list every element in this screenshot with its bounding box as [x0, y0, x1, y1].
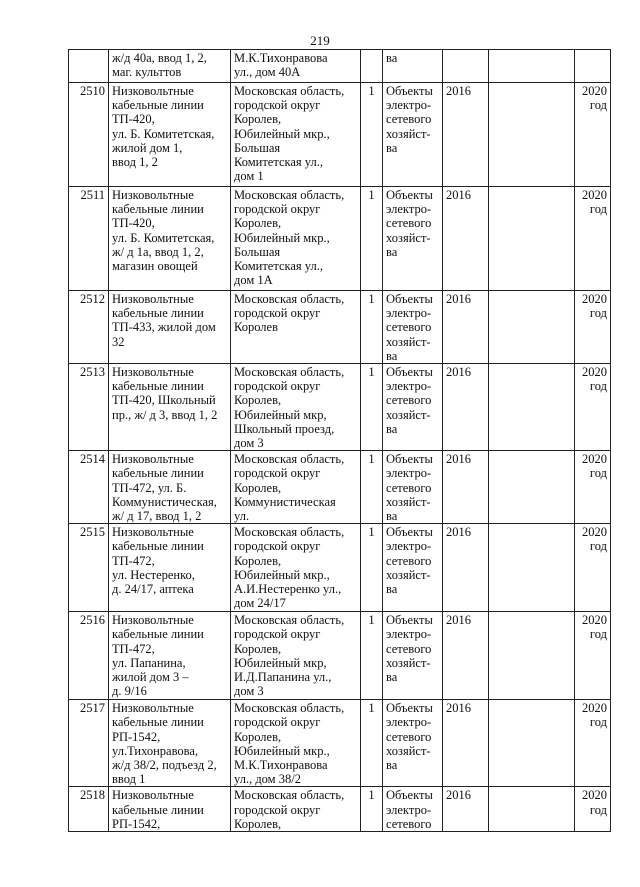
- cell-year-end: 2020 год: [575, 451, 611, 524]
- cell-quantity: 1: [361, 83, 383, 187]
- cell-year-start: 2016: [443, 83, 489, 187]
- cell-category: Объекты электро- сетевого хозяйст- ва: [383, 364, 443, 451]
- cell-extra: [489, 524, 575, 612]
- cell-quantity: 1: [361, 187, 383, 291]
- cell-extra: [489, 700, 575, 787]
- cell-category: Объекты электро- сетевого хозяйст- ва: [383, 187, 443, 291]
- cell-extra: [489, 451, 575, 524]
- cell-extra: [489, 612, 575, 700]
- cell-year-start: 2016: [443, 451, 489, 524]
- cell-year-start: 2016: [443, 787, 489, 832]
- cell-object-name: Низковольтные кабельные линии ТП-433, жилой дом 32: [109, 291, 231, 364]
- table-row: [69, 451, 611, 524]
- cell-address: Московская область, городской округ Королев, Юбилейный мкр, Школьный проезд, дом 3: [231, 364, 361, 451]
- cell-quantity: 1: [361, 364, 383, 451]
- cell-number: 2510: [69, 83, 109, 187]
- cell-object-name: Низковольтные кабельные линии ТП-420, ул. Б. Комитетская, ж/ д 1а, ввод 1, 2, магазин овощей: [109, 187, 231, 291]
- cell-quantity: 1: [361, 787, 383, 832]
- cell-object-name: Низковольтные кабельные линии ТП-472, ул. Папанина, жилой дом 3 – д. 9/16: [109, 612, 231, 700]
- table-row: [69, 612, 611, 700]
- cell-extra: [489, 364, 575, 451]
- cell-number: 2517: [69, 700, 109, 787]
- table-row: [69, 187, 611, 291]
- cell-year-start: 2016: [443, 291, 489, 364]
- cell-extra: [489, 787, 575, 832]
- cell-quantity: 1: [361, 612, 383, 700]
- cell-category: Объекты электро- сетевого: [383, 787, 443, 832]
- table-row: [69, 291, 611, 364]
- cell-number: 2515: [69, 524, 109, 612]
- cell-number: 2511: [69, 187, 109, 291]
- cell-year-start: 2016: [443, 524, 489, 612]
- cell-category: Объекты электро- сетевого хозяйст- ва: [383, 291, 443, 364]
- table-row: [69, 364, 611, 451]
- infrastructure-objects-table: [68, 49, 611, 832]
- cell-address: Московская область, городской округ Королев, Юбилейный мкр., Большая Комитетская ул., дом 1А: [231, 187, 361, 291]
- cell-year-start: 2016: [443, 700, 489, 787]
- cell-year-end: 2020 год: [575, 700, 611, 787]
- cell-extra: [489, 50, 575, 83]
- cell-year-end: 2020 год: [575, 787, 611, 832]
- cell-quantity: 1: [361, 291, 383, 364]
- cell-category: Объекты электро- сетевого хозяйст- ва: [383, 83, 443, 187]
- cell-number: 2518: [69, 787, 109, 832]
- cell-year-end: 2020 год: [575, 187, 611, 291]
- cell-year-end: [575, 50, 611, 83]
- table-row: [69, 524, 611, 612]
- cell-quantity: 1: [361, 524, 383, 612]
- cell-object-name: Низковольтные кабельные линии ТП-472, ул. Б. Коммунистическая, ж/ д 17, ввод 1, 2: [109, 451, 231, 524]
- cell-object-name: Низковольтные кабельные линии РП-1542,: [109, 787, 231, 832]
- cell-number: 2514: [69, 451, 109, 524]
- cell-address: Московская область, городской округ Королев, Юбилейный мкр., Большая Комитетская ул., дом 1: [231, 83, 361, 187]
- cell-year-start: [443, 50, 489, 83]
- cell-address: Московская область, городской округ Королев, Юбилейный мкр, И.Д.Папанина ул., дом 3: [231, 612, 361, 700]
- cell-object-name: Низковольтные кабельные линии ТП-472, ул. Нестеренко, д. 24/17, аптека: [109, 524, 231, 612]
- cell-quantity: 1: [361, 451, 383, 524]
- table-row-continued: [69, 50, 611, 83]
- cell-object-name: Низковольтные кабельные линии ТП-420, ул. Б. Комитетская, жилой дом 1, ввод 1, 2: [109, 83, 231, 187]
- cell-address: Московская область, городской округ Королев, Коммунистическая ул.: [231, 451, 361, 524]
- cell-category: ва: [383, 50, 443, 83]
- cell-address: Московская область, городской округ Королев,: [231, 787, 361, 832]
- table-row: [69, 700, 611, 787]
- cell-address: Московская область, городской округ Королев, Юбилейный мкр., М.К.Тихонравова ул., дом 38/2: [231, 700, 361, 787]
- cell-category: Объекты электро- сетевого хозяйст- ва: [383, 451, 443, 524]
- cell-extra: [489, 187, 575, 291]
- cell-extra: [489, 291, 575, 364]
- cell-number: 2512: [69, 291, 109, 364]
- cell-category: Объекты электро- сетевого хозяйст- ва: [383, 524, 443, 612]
- cell-address: Московская область, городской округ Королев, Юбилейный мкр., А.И.Нестеренко ул., дом 24/17: [231, 524, 361, 612]
- cell-year-end: 2020 год: [575, 291, 611, 364]
- table-row: [69, 787, 611, 832]
- cell-category: Объекты электро- сетевого хозяйст- ва: [383, 612, 443, 700]
- cell-year-end: 2020 год: [575, 524, 611, 612]
- cell-category: Объекты электро- сетевого хозяйст- ва: [383, 700, 443, 787]
- cell-object-name: Низковольтные кабельные линии ТП-420, Школьный пр., ж/ д 3, ввод 1, 2: [109, 364, 231, 451]
- cell-year-end: 2020 год: [575, 83, 611, 187]
- cell-object-name: ж/д 40а, ввод 1, 2, маг. культтов: [109, 50, 231, 83]
- cell-address: М.К.Тихонравова ул., дом 40А: [231, 50, 361, 83]
- cell-year-end: 2020 год: [575, 364, 611, 451]
- cell-extra: [489, 83, 575, 187]
- page-number: 219: [310, 33, 330, 48]
- cell-number: 2513: [69, 364, 109, 451]
- table-row: [69, 83, 611, 187]
- cell-address: Московская область, городской округ Королев: [231, 291, 361, 364]
- cell-year-start: 2016: [443, 612, 489, 700]
- cell-year-start: 2016: [443, 364, 489, 451]
- cell-number: [69, 50, 109, 83]
- cell-number: 2516: [69, 612, 109, 700]
- cell-quantity: 1: [361, 700, 383, 787]
- cell-year-start: 2016: [443, 187, 489, 291]
- cell-quantity: [361, 50, 383, 83]
- cell-year-end: 2020 год: [575, 612, 611, 700]
- cell-object-name: Низковольтные кабельные линии РП-1542, ул.Тихонравова, ж/д 38/2, подъезд 2, ввод 1: [109, 700, 231, 787]
